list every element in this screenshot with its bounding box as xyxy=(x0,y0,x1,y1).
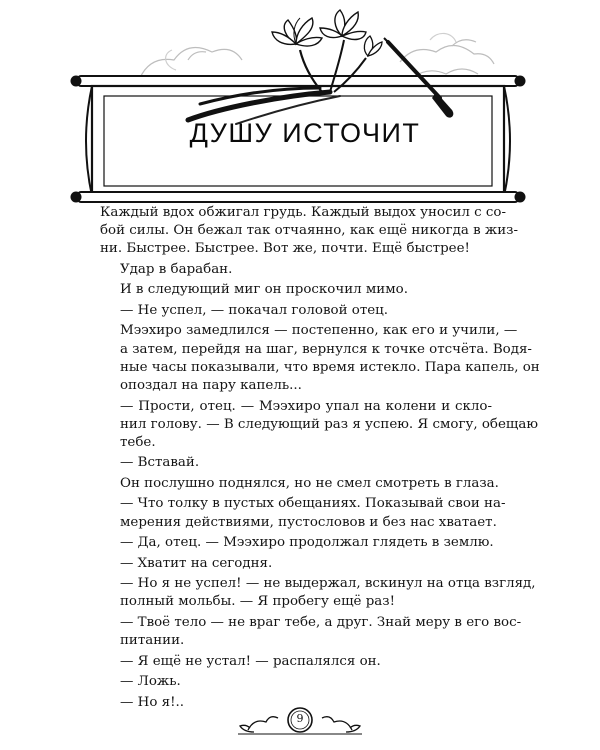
text-line: мерения действиями, пустословов и без нас хватает. xyxy=(120,514,497,530)
text-paragraph xyxy=(100,673,492,691)
text-line: — Я ещё не устал! — распалялся он. xyxy=(120,653,381,669)
text-line: Мээхиро замедлился — постепенно, как его и учили, — xyxy=(120,323,518,339)
text-paragraph xyxy=(100,534,492,552)
text-paragraph xyxy=(100,204,518,259)
text-line: опоздал на пару капель... xyxy=(120,378,302,394)
text-paragraph xyxy=(100,555,492,573)
text-paragraph xyxy=(100,261,492,279)
chapter-title: ДУШУ ИСТОЧИТ xyxy=(189,118,421,148)
chapter-text xyxy=(100,204,540,714)
text-line: — Прости, отец. — Мээхиро упал на колени и скло- xyxy=(120,398,492,414)
text-line: — Ложь. xyxy=(120,674,181,690)
text-line: — Вставай. xyxy=(120,455,200,471)
text-line: — Твоё тело — не враг тебе, а друг. Знай меру в его вос- xyxy=(120,614,522,630)
text-paragraph xyxy=(100,575,536,611)
text-line: Каждый вдох обжигал грудь. Каждый выдох уносил с со- xyxy=(100,205,507,220)
text-line: — Хватит на сегодня. xyxy=(120,555,273,571)
text-line: ные часы показывали, что время истекло. Пара капель, он xyxy=(120,359,540,375)
text-line: бой силы. Он бежал так отчаянно, как ещё никогда в жиз- xyxy=(100,223,518,239)
text-line: — Да, отец. — Мээхиро продолжал глядеть в землю. xyxy=(120,535,494,551)
text-paragraph xyxy=(100,475,499,493)
text-paragraph xyxy=(100,495,506,531)
text-paragraph xyxy=(100,614,522,650)
text-line: — Не успел, — покачал головой отец. xyxy=(120,302,389,318)
chapter-header-ornament xyxy=(0,0,600,210)
text-paragraph xyxy=(100,398,539,453)
text-paragraph xyxy=(100,281,492,299)
text-line: Удар в барабан. xyxy=(120,261,233,277)
page-number: 9 xyxy=(296,712,304,725)
text-line: тебе. xyxy=(120,434,156,450)
text-line: ни. Быстрее. Быстрее. Вот же, почти. Ещё быстрее! xyxy=(100,241,470,257)
text-line: — Что толку в пустых обещаниях. Показывай свои на- xyxy=(120,496,506,512)
text-paragraph xyxy=(100,322,540,395)
text-line: полный мольбы. — Я пробегу ещё раз! xyxy=(120,594,395,610)
text-line: а затем, перейдя на шаг, вернулся к точке отсчёта. Водя- xyxy=(120,341,532,357)
text-line: И в следующий миг он проскочил мимо. xyxy=(120,282,408,298)
text-paragraph xyxy=(100,653,492,671)
text-line: питании. xyxy=(120,633,185,649)
text-line: Он послушно поднялся, но не смел смотреть в глаза. xyxy=(120,475,499,491)
text-line: — Но я не успел! — не выдержал, вскинул на отца взгляд, xyxy=(120,576,536,592)
text-line: нил голову. — В следующий раз я успею. Я смогу, обещаю xyxy=(120,416,539,432)
text-paragraph xyxy=(100,302,492,320)
text-line: — Но я!.. xyxy=(120,694,184,710)
text-paragraph xyxy=(100,454,492,472)
